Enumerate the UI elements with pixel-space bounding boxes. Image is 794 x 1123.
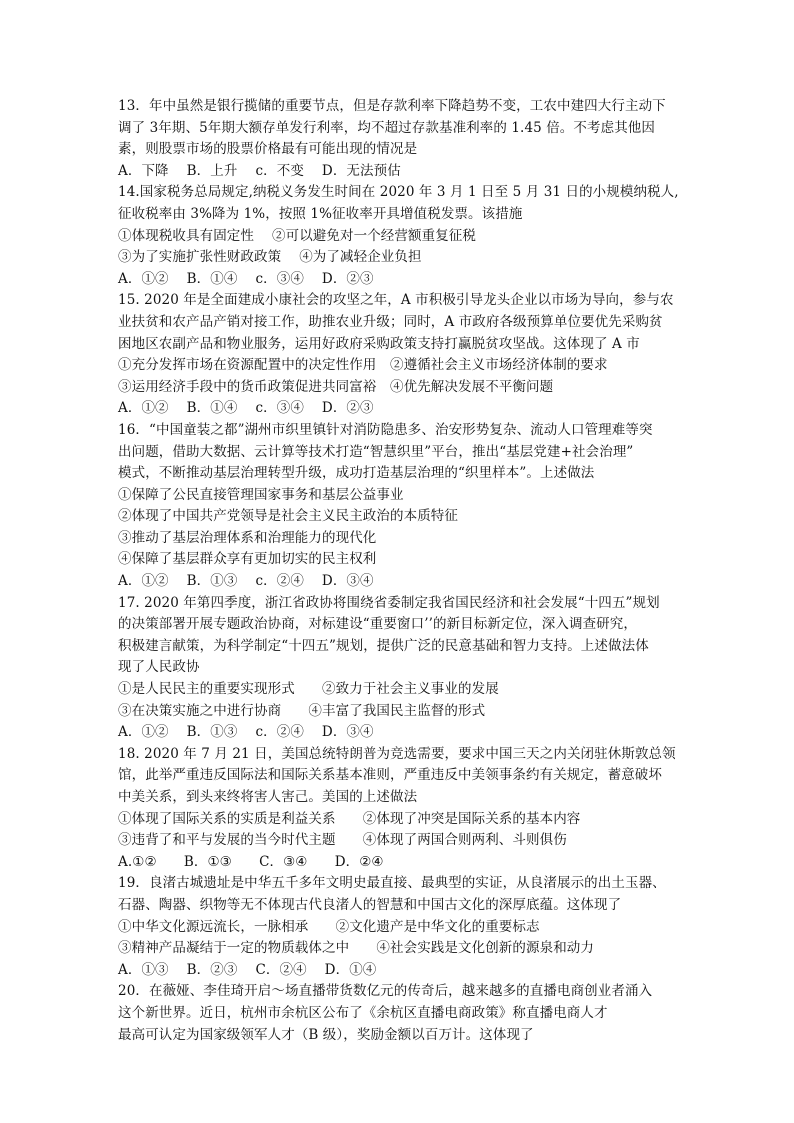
question-18 (118, 744, 678, 874)
question-option-line: ③运用经济手段中的货币政策促进共同富裕 ④优先解决发展不平衡问题 (118, 378, 554, 395)
question-stem-line: 14.国家税务总局规定,纳税义务发生时间在 2020 年 3 月 1 日至 5 月 31 日的小规模纳税人, (118, 184, 679, 201)
question-option-line: ①中华文化源远流长，一脉相承 ②文化遗产是中华文化的重要标志 (118, 918, 540, 935)
question-stem-line: 的决策部署开展专题政治协商，对标建设“重要窗口’’的新目标新定位，深入调查研究， (118, 616, 637, 633)
question-19 (118, 873, 678, 981)
question-20 (118, 981, 678, 1046)
answer-choices: A．下降 B．上升 c．不变 D．无法预估 (118, 162, 401, 179)
question-option-line: ④保障了基层群众享有更加切实的民主权利 (118, 551, 377, 568)
question-option-line: ③为了实施扩张性财政政策 ④为了减轻企业负担 (118, 249, 422, 266)
question-stem-line: 19．良渚古城遗址是中华五千多年文明史最直接、最典型的实证，从良渚展示的出土玉器、 (118, 875, 666, 892)
question-stem-line: 调了 3年期、5年期大额存单发行利率，均不超过存款基准利率的 1.45 倍。不考虑其他因 (118, 119, 656, 136)
question-stem-line: 最高可认定为国家级领军人才（B 级），奖励金额以百万计。这体现了 (118, 1026, 534, 1043)
question-stem-line: 业扶贫和农产品产销对接工作，助推农业升级；同时，A 市政府各级预算单位要优先采购贫 (118, 313, 663, 330)
answer-choices: A.①② B．①③ C．③④ D．②④ (118, 853, 384, 870)
question-stem-line: 困地区农副产品和物业服务，运用好政府采购政策支持打赢脱贫攻坚战。这体现了 A 市 (118, 335, 640, 352)
question-17 (118, 593, 678, 744)
question-stem-line: 18. 2020 年 7 月 21 日，美国总统特朗普为竞选需要，要求中国三天之内关闭驻休斯敦总领 (118, 745, 676, 762)
question-14 (118, 182, 678, 290)
question-stem-line: 15. 2020 年是全面建成小康社会的攻坚之年，A 市积极引导龙头企业以市场为导向，参与农 (118, 292, 674, 309)
question-option-line: ③违背了和平与发展的当今时代主题 ④体现了两国合则两利、斗则俱伤 (118, 832, 567, 849)
question-stem-line: 积极建言献策，为科学制定“十四五”规划，提供广泛的民意基础和智力支持。上述做法体 (118, 637, 649, 654)
question-option-line: ①保障了公民直接管理国家事务和基层公益事业 (118, 486, 404, 503)
question-stem-line: 征收税率由 3%降为 1%，按照 1%征收率开具增值税发票。该措施 (118, 205, 523, 222)
question-option-line: ③在决策实施之中进行协商 ④丰富了我国民主监督的形式 (118, 702, 486, 719)
question-16 (118, 420, 678, 593)
question-option-line: ②体现了中国共产党领导是社会主义民主政治的本质特征 (118, 508, 458, 525)
question-stem-line: 17. 2020 年第四季度，浙江省政协将围绕省委制定我省国民经济和社会发展“十四五”规划 (118, 594, 660, 611)
question-option-line: ③推动了基层治理体系和治理能力的现代化 (118, 529, 377, 546)
question-stem-line: 现了人民政协 (118, 659, 200, 676)
question-15 (118, 290, 678, 420)
answer-choices: A．①② B．①③ c．②④ D．③④ (118, 573, 374, 590)
question-stem-line: 20．在薇娅、李佳琦开启～场直播带货数亿元的传奇后，越来越多的直播电商创业者涌入 (118, 983, 653, 1000)
question-stem-line: 这个新世界。近日，杭州市余杭区公布了《余杭区直播电商政策》称直播电商人才 (118, 1004, 608, 1021)
question-stem-line: 13．年中虽然是银行揽储的重要节点，但是存款利率下降趋势不变，工农中建四大行主动下 (118, 98, 666, 114)
answer-choices: A．①② B．①④ c．③④ D．②③ (118, 400, 374, 417)
question-option-line: ①充分发挥市场在资源配置中的决定性作用 ②遵循社会主义市场经济体制的要求 (118, 357, 608, 374)
question-stem-line: 素，则股票市场的股票价格最有可能出现的情况是 (118, 141, 418, 158)
question-option-line: ①是人民民主的重要实现形式 ②致力于社会主义事业的发展 (118, 681, 499, 698)
question-option-line: ③精神产品凝结于一定的物质载体之中 ④社会实践是文化创新的源泉和动力 (118, 940, 594, 957)
question-stem-line: 出问题，借助大数据、云计算等技术打造“智慧织里”平台，推出“基层党建+社会治理” (118, 443, 634, 460)
question-list (118, 96, 678, 1046)
answer-choices: A．①② B．①③ c．②④ D．③④ (118, 724, 374, 741)
question-stem-line: 中美关系，到头来终将害人害己。美国的上述做法 (118, 789, 418, 805)
question-option-line: ①体现税收具有固定性 ②可以避免对一个经营额重复征税 (118, 227, 476, 244)
question-stem-line: 模式，不断推动基层治理转型升级，成功打造基层治理的“织里样本”。上述做法 (118, 465, 595, 482)
question-stem-line: 16．“中国童装之都”湖州市织里镇针对消防隐患多、治安形势复杂、流动人口管理难等突 (118, 421, 653, 438)
question-option-line: ①体现了国际关系的实质是利益关系 ②体现了冲突是国际关系的基本内容 (118, 810, 581, 827)
question-13 (118, 96, 678, 182)
answer-choices: A．①② B．①④ c．③④ D．②③ (118, 270, 374, 287)
question-stem-line: 馆，此举严重违反国际法和国际关系基本准则，严重违反中美领事条约有关规定，蓄意破坏 (118, 767, 662, 784)
answer-choices: A．①③ B．②③ C．②④ D．①④ (118, 961, 377, 978)
question-stem-line: 石器、陶器、织物等无不体现古代良渚人的智慧和中国古文化的深厚底蕴。这体现了 (118, 896, 622, 913)
